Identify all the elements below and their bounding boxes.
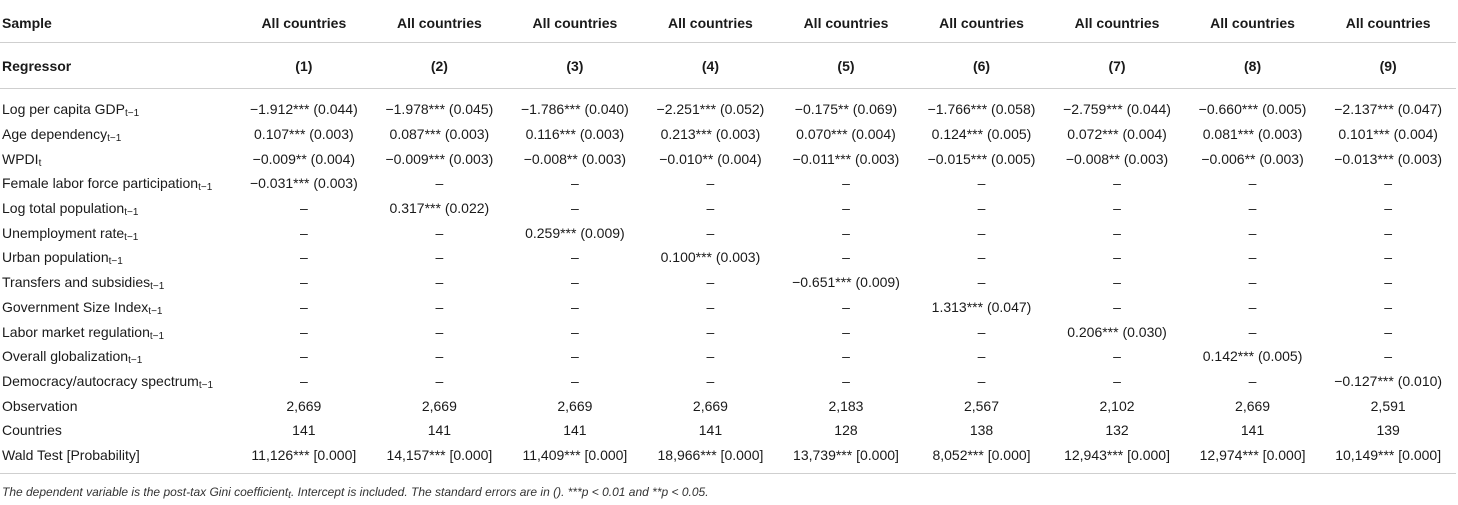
row-label-text: Transfers and subsidies [2, 274, 151, 291]
row-label-text: Log per capita GDP [2, 101, 125, 118]
table-cell: – [1248, 175, 1257, 192]
table-cell: −0.008** (0.003) [523, 150, 627, 167]
table-row [0, 418, 1456, 443]
model-header-cell: (2) [372, 43, 508, 89]
table-row [0, 89, 1456, 122]
table-cell: 141 [1240, 422, 1265, 439]
table-cell: – [1248, 372, 1257, 389]
sample-header-row [0, 4, 1456, 43]
table-row [0, 295, 1456, 320]
table-cell: 2,183 [828, 397, 864, 414]
table-cell: – [435, 323, 444, 340]
row-label-subscript: t−1 [124, 108, 140, 120]
table-cell: −0.009*** (0.003) [385, 150, 494, 167]
table-cell: – [299, 372, 308, 389]
sample-header-cell: All countries [532, 15, 618, 31]
table-cell: – [1384, 175, 1393, 192]
table-cell: 10,149*** [0.000] [1320, 443, 1456, 474]
footnote-text-before: The dependent variable is the post-tax Gini coefficient [2, 485, 289, 499]
table-cell: – [435, 274, 444, 291]
table-cell: – [1113, 298, 1121, 315]
row-label-subscript: t−1 [198, 182, 213, 194]
table-row [0, 220, 1456, 245]
table-cell: – [299, 348, 308, 365]
table-cell: – [977, 348, 986, 365]
table-cell: – [435, 372, 444, 389]
table-row [0, 319, 1456, 344]
table-cell: – [299, 323, 308, 340]
table-cell: 2,669 [692, 397, 728, 414]
table-cell: −0.660*** (0.005) [1198, 101, 1307, 118]
table-cell: – [706, 298, 715, 315]
row-label-text: Wald Test [Probability] [2, 446, 140, 463]
row-label-text: WPDI [2, 150, 39, 167]
row-label [0, 122, 236, 147]
table-cell: – [1384, 323, 1393, 340]
table-cell: – [1113, 224, 1121, 241]
row-label-text: Government Size Index [2, 298, 149, 315]
table-cell: – [1248, 323, 1257, 340]
row-label-text: Unemployment rate [2, 224, 125, 241]
model-header-cell: (3) [507, 43, 643, 89]
model-header-cell: (8) [1185, 43, 1321, 89]
table-cell: – [842, 323, 850, 340]
footnote-subscript: t [288, 490, 291, 501]
table-row [0, 393, 1456, 418]
row-label-subscript: t−1 [149, 330, 165, 342]
table-cell: – [571, 249, 579, 266]
row-label [0, 89, 236, 122]
table-cell: 0.100*** (0.003) [660, 249, 761, 266]
model-header-cell: (7) [1049, 43, 1185, 89]
row-label-subscript: t−1 [128, 355, 143, 367]
table-cell: – [706, 372, 715, 389]
table-cell: −0.175** (0.069) [794, 101, 898, 118]
table-cell: – [977, 249, 986, 266]
table-cell: −0.006** (0.003) [1201, 150, 1304, 167]
table-row [0, 344, 1456, 369]
row-label-text: Age dependency [2, 126, 108, 143]
row-label-subscript: t−1 [107, 133, 122, 145]
table-cell: 0.259*** (0.009) [525, 224, 625, 241]
table-cell: −2.759*** (0.044) [1063, 101, 1171, 118]
table-cell: −1.912*** (0.044) [249, 101, 358, 118]
table-cell: – [1113, 274, 1121, 291]
table-cell: – [571, 372, 579, 389]
model-header-row [0, 43, 1456, 89]
table-cell: 2,669 [286, 397, 322, 414]
row-label [0, 295, 236, 320]
row-label-text: Labor market regulation [2, 323, 150, 340]
table-cell: – [706, 323, 715, 340]
table-footnote [2, 485, 709, 499]
footnote-text-after: . Intercept is included. The standard errors are in (). ***p < 0.01 and **p < 0.05. [290, 485, 709, 499]
table-cell: 1.313*** (0.047) [931, 298, 1032, 315]
table-cell: 0.087*** (0.003) [389, 126, 490, 143]
table-cell: 0.116*** (0.003) [525, 126, 625, 143]
table-cell: −0.127*** (0.010) [1334, 372, 1443, 389]
table-cell: – [977, 175, 986, 192]
table-cell: – [571, 175, 579, 192]
row-label-text: Democracy/autocracy spectrum [2, 372, 199, 389]
sample-header-cell: All countries [396, 15, 482, 31]
table-cell: 141 [292, 422, 316, 439]
row-label-subscript: t−1 [198, 379, 214, 391]
table-cell: – [571, 200, 579, 217]
table-cell: – [1113, 372, 1121, 389]
row-label [0, 369, 236, 394]
sample-header-cell: All countries [1074, 15, 1160, 31]
sample-header-cell: All countries [668, 15, 753, 31]
table-cell: – [977, 200, 986, 217]
table-cell: −0.013*** (0.003) [1334, 150, 1443, 167]
sample-header-cell: All countries [1210, 15, 1295, 31]
table-cell: −0.009** (0.004) [252, 150, 356, 167]
table-row [0, 369, 1456, 394]
row-label-subscript: t−1 [148, 305, 163, 317]
row-label [0, 319, 236, 344]
table-cell: 2,669 [1235, 397, 1271, 414]
table-cell: – [1248, 224, 1257, 241]
row-label [0, 196, 236, 221]
row-label [0, 171, 236, 196]
table-cell: – [435, 175, 444, 192]
table-cell: – [977, 372, 986, 389]
table-cell: −0.008** (0.003) [1065, 150, 1169, 167]
table-cell: – [571, 298, 579, 315]
table-cell: 8,052*** [0.000] [914, 443, 1050, 474]
row-label [0, 393, 236, 418]
table-cell: 132 [1105, 422, 1129, 439]
table-cell: – [1248, 298, 1257, 315]
table-cell: 128 [834, 422, 858, 439]
table-cell: −0.651*** (0.009) [792, 274, 900, 291]
row-label [0, 443, 236, 474]
table-cell: 12,943*** [0.000] [1049, 443, 1185, 474]
table-cell: 0.142*** (0.005) [1202, 348, 1303, 365]
row-label [0, 220, 236, 245]
row-label-subscript: t [38, 157, 42, 169]
table-cell: – [1113, 249, 1121, 266]
table-cell: – [842, 298, 850, 315]
table-cell: −2.251*** (0.052) [656, 101, 765, 118]
table-cell: 0.081*** (0.003) [1202, 126, 1303, 143]
row-label-text: Overall globalization [2, 348, 129, 365]
table-cell: 0.070*** (0.004) [796, 126, 896, 143]
row-label-subscript: t−1 [150, 281, 165, 293]
table-cell: −1.766*** (0.058) [927, 101, 1036, 118]
table-cell: – [571, 348, 579, 365]
row-label [0, 418, 236, 443]
table-cell: – [977, 323, 986, 340]
table-cell: – [842, 200, 850, 217]
table-cell: – [299, 274, 308, 291]
sample-header-cell: All countries [261, 15, 347, 31]
table-cell: – [1384, 298, 1393, 315]
model-header-cell: (5) [778, 43, 914, 89]
row-label [0, 344, 236, 369]
row-label-text: Urban population [2, 249, 109, 266]
table-cell: – [842, 175, 850, 192]
table-cell: – [571, 274, 579, 291]
table-cell: −1.786*** (0.040) [521, 101, 629, 118]
table-cell: – [1384, 348, 1393, 365]
table-cell: – [435, 298, 444, 315]
table-cell: −2.137*** (0.047) [1334, 101, 1443, 118]
table-cell: – [435, 224, 444, 241]
table-cell: – [435, 348, 444, 365]
table-cell: – [842, 249, 850, 266]
table-cell: – [842, 224, 850, 241]
model-header-cell: (6) [914, 43, 1050, 89]
table-cell: 0.101*** (0.004) [1338, 126, 1438, 143]
table-cell: 18,966*** [0.000] [643, 443, 779, 474]
table-cell: 141 [698, 422, 723, 439]
table-cell: – [1113, 200, 1121, 217]
table-cell: – [977, 224, 986, 241]
table-cell: – [1248, 274, 1257, 291]
table-cell: – [1248, 249, 1257, 266]
table-row [0, 270, 1456, 295]
table-cell: −0.010** (0.004) [659, 150, 762, 167]
row-label-text: Female labor force participation [2, 175, 199, 192]
table-cell: – [299, 224, 308, 241]
table-cell: 2,102 [1099, 397, 1135, 414]
table-cell: 0.213*** (0.003) [660, 126, 761, 143]
sample-header-cell: All countries [1345, 15, 1431, 31]
table-cell: – [1384, 274, 1393, 291]
sample-header-cell: All countries [803, 15, 889, 31]
row-label-text: Observation [2, 397, 78, 414]
table-cell: 12,974*** [0.000] [1185, 443, 1321, 474]
table-cell: – [977, 274, 986, 291]
table-cell: 14,157*** [0.000] [372, 443, 508, 474]
table-cell: −0.011*** (0.003) [792, 150, 900, 167]
table-row [0, 171, 1456, 196]
table-cell: – [299, 200, 308, 217]
table-cell: 0.317*** (0.022) [389, 200, 490, 217]
table-cell: 0.124*** (0.005) [931, 126, 1032, 143]
row-label [0, 146, 236, 171]
table-cell: −0.031*** (0.003) [249, 175, 358, 192]
table-cell: – [706, 175, 715, 192]
table-row [0, 443, 1456, 474]
model-header-cell: (4) [643, 43, 779, 89]
table-cell: – [1113, 175, 1121, 192]
table-cell: 0.072*** (0.004) [1067, 126, 1167, 143]
table-cell: – [435, 249, 444, 266]
row-label-subscript: t−1 [124, 207, 139, 219]
table-cell: 2,669 [421, 397, 457, 414]
table-cell: – [299, 298, 308, 315]
table-cell: – [706, 224, 715, 241]
table-row [0, 196, 1456, 221]
table-cell: 2,567 [963, 397, 1000, 414]
row-label [0, 245, 236, 270]
regressor-header-label: Regressor [0, 43, 236, 89]
table-cell: −1.978*** (0.045) [385, 101, 494, 118]
table-cell: 139 [1376, 422, 1400, 439]
table-cell: 11,126*** [0.000] [236, 443, 372, 474]
table-cell: – [1384, 249, 1393, 266]
row-label [0, 270, 236, 295]
table-cell: 2,669 [557, 397, 593, 414]
table-cell: – [571, 323, 579, 340]
table-cell: – [1248, 200, 1257, 217]
table-cell: 0.206*** (0.030) [1067, 323, 1167, 340]
table-cell: 0.107*** (0.003) [254, 126, 354, 143]
row-label-text: Countries [2, 422, 62, 439]
row-label-subscript: t−1 [124, 231, 139, 243]
table-cell: – [706, 274, 715, 291]
table-cell: – [706, 200, 715, 217]
model-header-cell: (9) [1320, 43, 1456, 89]
table-row [0, 122, 1456, 147]
table-cell: 13,739*** [0.000] [778, 443, 914, 474]
table-cell: – [842, 372, 850, 389]
model-header-cell: (1) [236, 43, 372, 89]
table-body [0, 89, 1456, 474]
table-cell: −0.015*** (0.005) [927, 150, 1036, 167]
table-cell: – [299, 249, 308, 266]
table-cell: – [1113, 348, 1121, 365]
sample-header-cell: All countries [939, 15, 1024, 31]
table-cell: – [1384, 224, 1393, 241]
table-row [0, 146, 1456, 171]
table-cell: 138 [969, 422, 994, 439]
table-cell: 11,409*** [0.000] [507, 443, 643, 474]
regression-table [0, 4, 1456, 474]
table-cell: 2,591 [1370, 397, 1406, 414]
table-row [0, 245, 1456, 270]
table-cell: 141 [427, 422, 452, 439]
table-cell: 141 [563, 422, 587, 439]
row-label-subscript: t−1 [108, 256, 123, 268]
table-cell: – [842, 348, 850, 365]
sample-header-label: Sample [2, 15, 52, 31]
row-label-text: Log total population [2, 200, 125, 217]
table-cell: – [706, 348, 715, 365]
table-cell: – [1384, 200, 1393, 217]
